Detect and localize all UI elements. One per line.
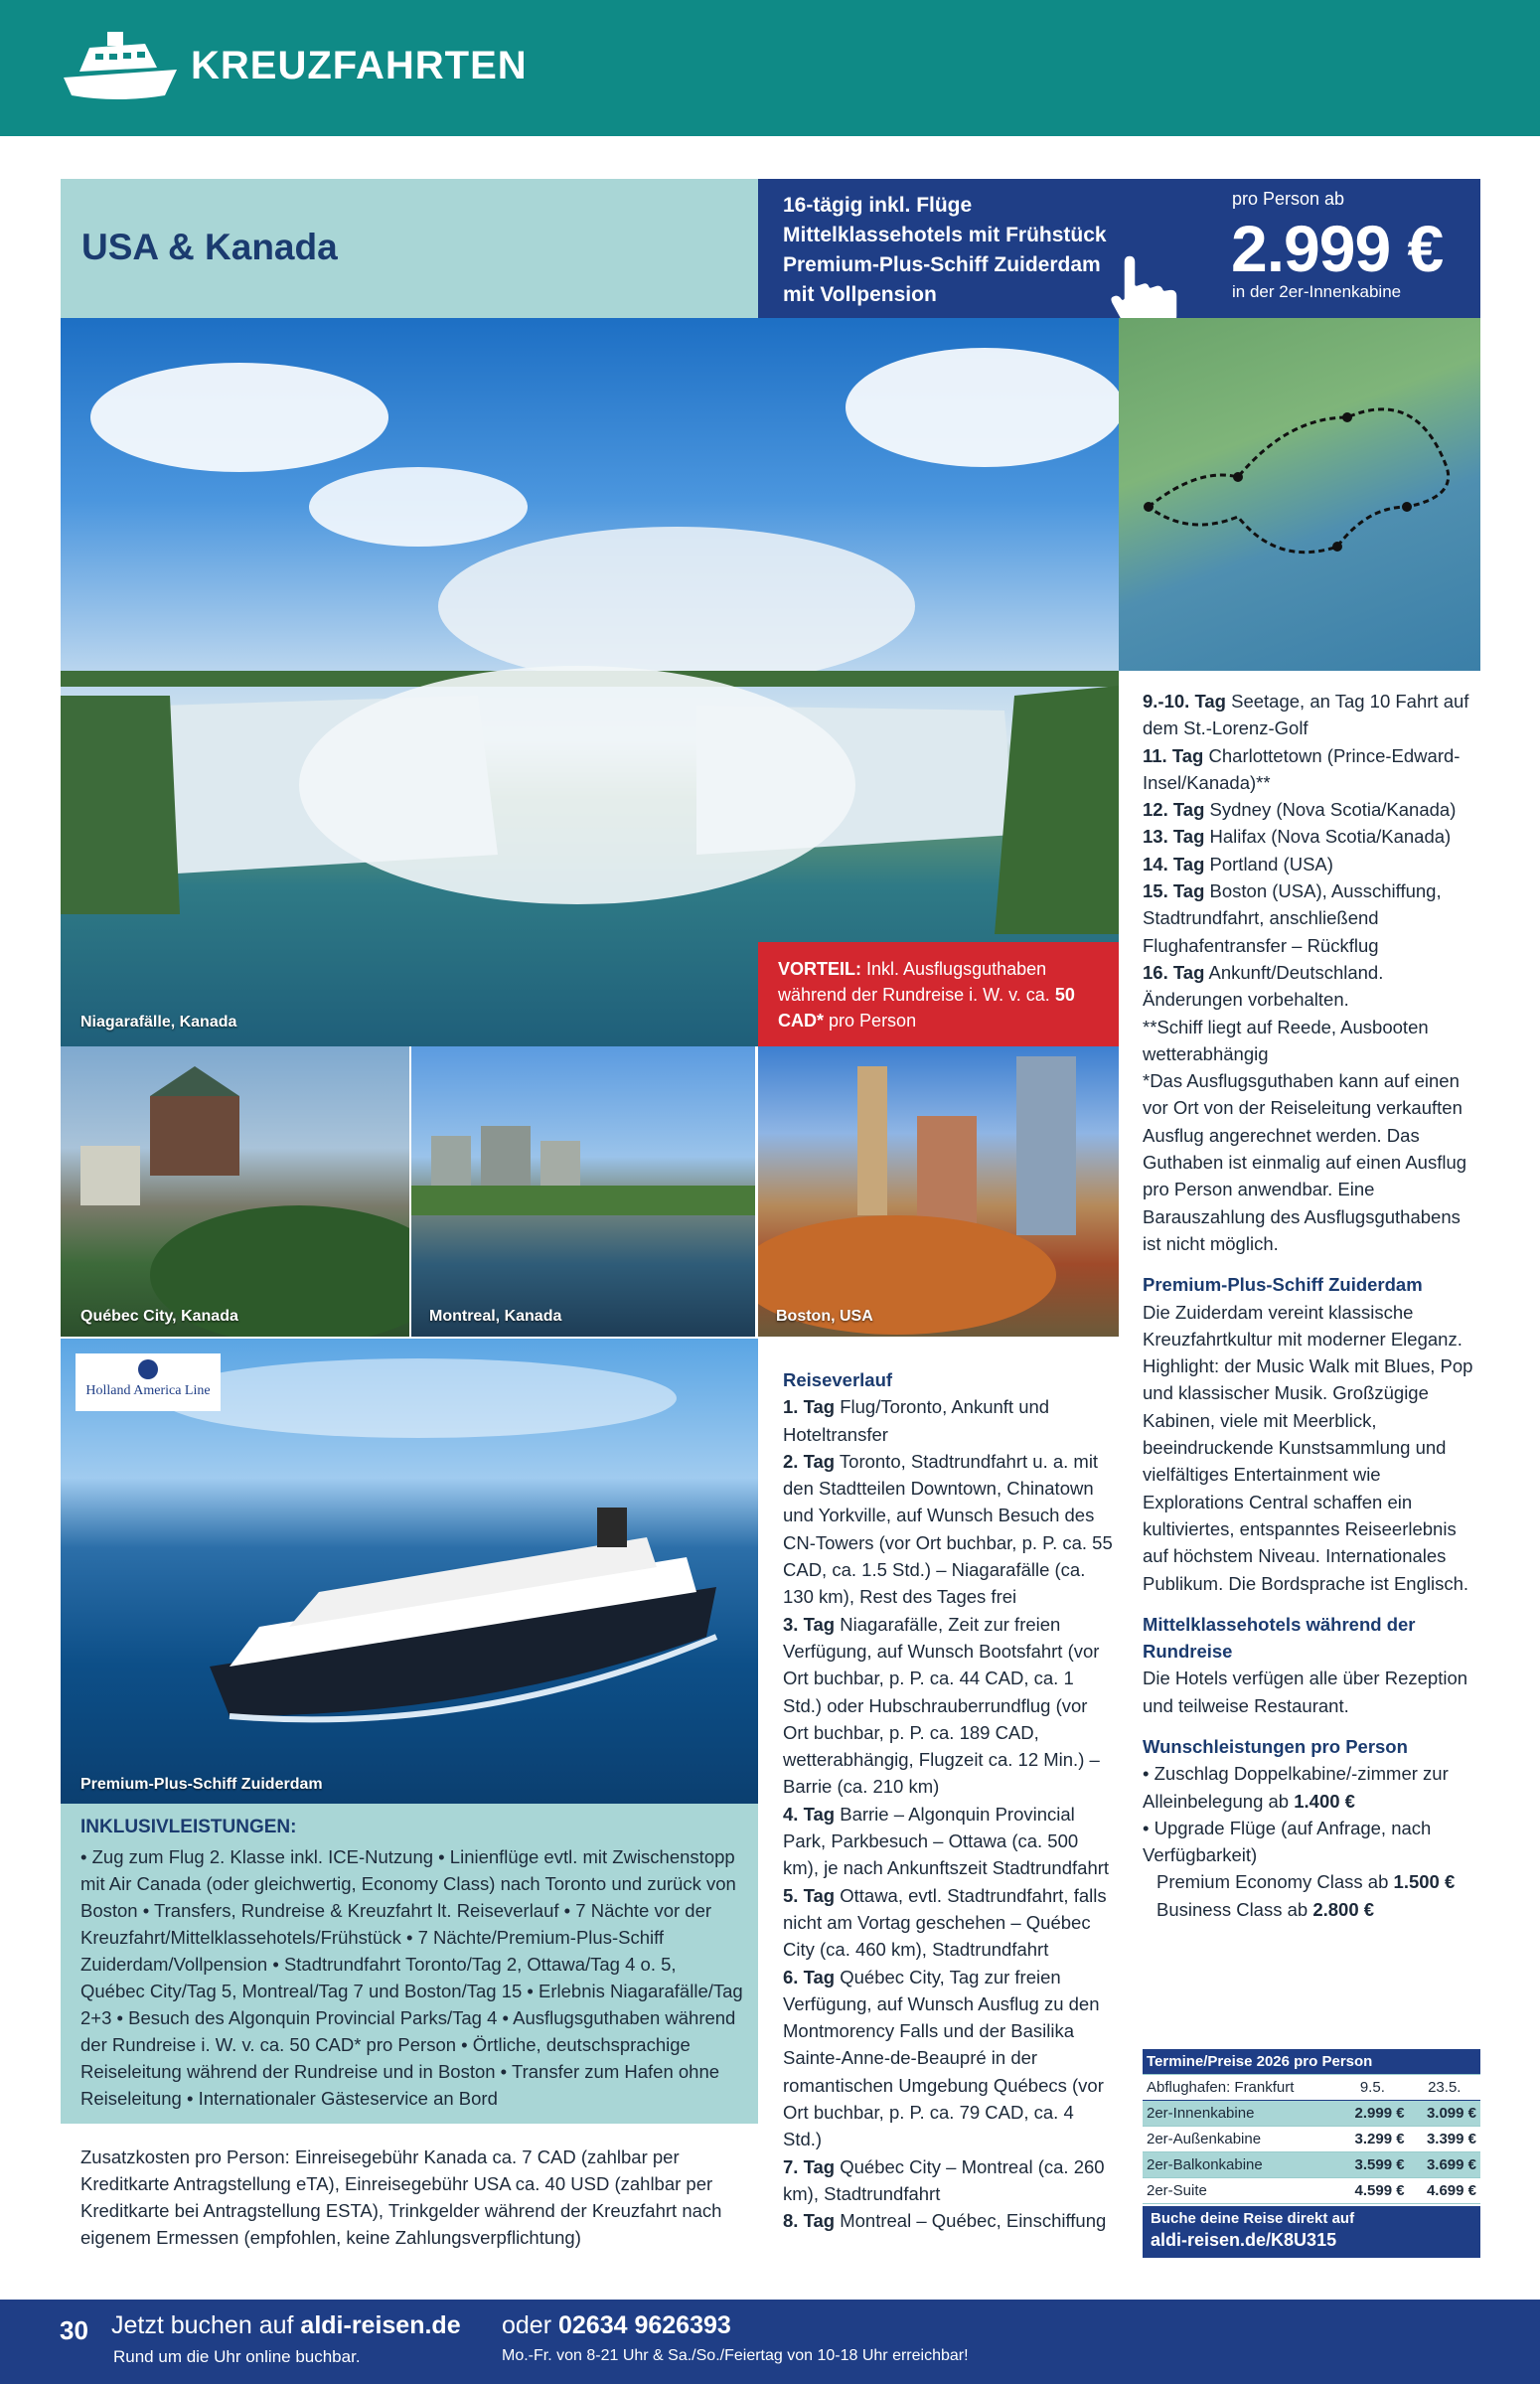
itinerary-day: 14. Tag Portland (USA) (1143, 853, 1333, 874)
itinerary-day: 11. Tag Charlottetown (Prince-Edward-Insel/Kanada)** (1143, 744, 1461, 793)
option-premium: Premium Economy Class ab 1.500 € (1156, 1871, 1456, 1893)
logo-text: Holland America Line (85, 1383, 211, 1398)
holland-america-logo (76, 1353, 221, 1411)
boston-photo (758, 1046, 1119, 1337)
itinerary-day: 9.-10. Tag Seetage, an Tag 10 Fahrt auf dem St.-Lorenz-Golf (1143, 691, 1469, 739)
inclusive-services-text: • Zug zum Flug 2. Klasse inkl. ICE-Nutzung • Linienflüge evtl. mit Zwischenstopp mit Air Canada (oder gleichwertig, Economy Class) nach Toronto und zurück von Boston • Transfers, Rundreise & Kreuzfahrt lt. Reiseverlauf • 7 Nächte vor der Kreuzfahrt/Mittelklassehotels/Frühstück • 7 Nächte/Premium-Plus-Schiff Zuiderdam/Vollpension • Stadtrundfahrt Toronto/Tag 2, Ottawa/Tag 4 o. 5, Québec City/Tag 5, Montreal/Tag 7 und Boston/Tag 15 • Erlebnis Niagarafälle/Tag 2+3 • Besuch des Algonquin Provincial Parks/Tag 4 • Ausflugsguthaben während der Rundreise i. W. v. ca. 50 CAD* pro Person • Örtliche, deutschsprachige Reiseleitung während der Rundreise und in Boston • Transfer zum Hafen ohne Reiseleitung • Internationaler Gästeservice an Bord (80, 1846, 743, 2109)
phone-number[interactable]: 02634 9626393 (558, 2311, 731, 2339)
date-column: 23.5. (1409, 2075, 1480, 2101)
ship-description: Die Zuiderdam vereint klassische Kreuzfahrtkultur mit moderner Eleganz. Highlight: der Music Walk mit Blues, Pop und klassischer Musik. Großzügige Kabinen, viele mit Meerblick, beeindruckende Kunstsammlung und vielfältiges Entertainment wie Explorations Central schaffen ein kultiviertes, entspanntes Reiseerlebnis auf höchstem Niveau. Internationales Publikum. Die Bordsprache ist Englisch. (1143, 1301, 1473, 1594)
table-row: 2er-Suite 4.599 € 4.699 € (1143, 2178, 1480, 2204)
price-label: pro Person ab (1232, 189, 1345, 209)
note-credit: *Das Ausflugsguthaben kann auf einen vor Ort von der Reiseleitung verkauften Ausflug angerechnet werden. Das Guthaben ist einmalig auf einen Ausflug pro Person anwendbar. Eine Barauszahlung des Ausflugsguthabens ist nicht möglich. (1143, 1070, 1467, 1254)
booking-note[interactable] (1143, 2206, 1480, 2258)
itinerary-day: 15. Tag Boston (USA), Ausschiffung, Stadtrundfahrt, anschließend Flughafentransfer – Rückflug (1143, 880, 1442, 956)
quebec-city-photo (61, 1046, 409, 1337)
date-column: 9.5. (1336, 2075, 1408, 2101)
itinerary-day: 7. Tag Québec City – Montreal (ca. 260 km), Stadtrundfahrt (783, 2155, 1105, 2204)
option-business: Business Class ab 2.800 € (1156, 1898, 1375, 1920)
note-changes: Änderungen vorbehalten. (1143, 989, 1349, 1011)
price-table-title: Termine/Preise 2026 pro Person (1143, 2049, 1480, 2075)
phone-line: oder 02634 9626393 (502, 2311, 731, 2339)
advantage-banner (758, 942, 1119, 1046)
itinerary-day: 8. Tag Montreal – Québec, Einschiffung (783, 2210, 1107, 2232)
itinerary-day: 16. Tag Ankunft/Deutschland. (1143, 961, 1384, 983)
route-line (1119, 318, 1480, 671)
inclusive-services-box (61, 1804, 758, 2124)
itinerary-day: 1. Tag Flug/Toronto, Ankunft und Hoteltransfer (783, 1396, 1050, 1445)
table-row: 2er-Innenkabine 2.999 € 3.099 € (1143, 2101, 1480, 2127)
offer-feature: Mittelklassehotels mit Frühstück (783, 224, 1107, 246)
price-table (1143, 2049, 1480, 2204)
table-row: 2er-Außenkabine 3.299 € 3.399 € (1143, 2127, 1480, 2152)
offer-feature: Premium-Plus-Schiff Zuiderdam (783, 253, 1101, 276)
cruise-ship-icon (58, 30, 183, 105)
niagara-falls-photo (61, 318, 1119, 1046)
inclusive-services-title: INKLUSIVLEISTUNGEN: (80, 1817, 297, 1837)
details-column (1143, 688, 1480, 1923)
itinerary-day: 12. Tag Sydney (Nova Scotia/Kanada) (1143, 799, 1457, 821)
offer-features (783, 191, 1107, 310)
page-title: USA & Kanada (81, 227, 338, 267)
option-upgrade: • Upgrade Flüge (auf Anfrage, nach Verfügbarkeit) (1143, 1817, 1432, 1866)
itinerary-day: 2. Tag Toronto, Stadtrundfahrt u. a. mit den Stadtteilen Downtown, Chinatown und Yorkville, auf Wunsch Besuch des CN-Towers (vor Ort buchbar, p. P. ca. 55 CAD, ca. 1.5 Std.) – Niagarafälle (ca. 130 km), Rest des Tages frei (783, 1450, 1113, 1608)
title-box (61, 179, 758, 318)
itinerary-day: 4. Tag Barrie – Algonquin Provincial Park, Parkbesuch – Ottawa (ca. 500 km), je nach Ankunftszeit Stadtrundfahrt (783, 1803, 1110, 1879)
itinerary-day: 5. Tag Ottawa, evtl. Stadtrundfahrt, falls nicht am Vortag geschehen – Québec City (ca. 460 km), Stadtrundfahrt (783, 1884, 1107, 1961)
advantage-label: VORTEIL: (778, 959, 861, 979)
booking-line: Jetzt buchen auf aldi-reisen.de (111, 2311, 461, 2339)
hotels-description: Die Hotels verfügen alle über Rezeption und teilweise Restaurant. (1143, 1668, 1468, 1716)
image-caption: Niagarafälle, Kanada (80, 1014, 237, 1031)
offer-feature: mit Vollpension (783, 283, 937, 306)
hotels-title: Mittelklassehotels während der Rundreise (1143, 1613, 1416, 1663)
itinerary-day: 13. Tag Halifax (Nova Scotia/Kanada) (1143, 826, 1452, 848)
itinerary-column (783, 1366, 1116, 2235)
note-anchorage: **Schiff liegt auf Reede, Ausbooten wetterabhängig (1143, 1016, 1429, 1064)
booking-link[interactable]: aldi-reisen.de/K8U315 (1151, 2230, 1337, 2250)
booking-website-link[interactable]: aldi-reisen.de (300, 2311, 461, 2339)
page-number: 30 (60, 2315, 88, 2345)
options-title: Wunschleistungen pro Person (1143, 1735, 1408, 1757)
phone-hours: Mo.-Fr. von 8-21 Uhr & Sa./So./Feiertag von 10-18 Uhr erreichbar! (502, 2347, 969, 2364)
offer-feature: 16-tägig inkl. Flüge (783, 194, 973, 217)
advantage-amount: 50 CAD* (778, 985, 1075, 1031)
table-row: 2er-Balkonkabine 3.599 € 3.699 € (1143, 2152, 1480, 2178)
option-single: • Zuschlag Doppelkabine/-zimmer zur Alleinbelegung ab 1.400 € (1143, 1763, 1449, 1812)
price-subtitle: in der 2er-Innenkabine (1232, 282, 1402, 301)
route-map (1119, 318, 1480, 671)
image-caption: Québec City, Kanada (80, 1308, 238, 1325)
section-title: KREUZFAHRTEN (191, 44, 528, 87)
itinerary-day: 3. Tag Niagarafälle, Zeit zur freien Verfügung, auf Wunsch Bootsfahrt (vor Ort buchbar, p. P. ca. 44 CAD, ca. 1 Std.) oder Hubschrauberrundflug (vor Ort buchbar, p. P. ca. 189 CAD, wetterabhängig, Flugzeit ca. 12 Min.) – Barrie (ca. 210 km) (783, 1613, 1100, 1798)
itinerary-title: Reiseverlauf (783, 1369, 893, 1390)
price-value: 2.999 € (1231, 212, 1444, 285)
advantage-text: Inkl. Ausflugsguthaben während der Rundreise i. W. v. ca. (778, 959, 1050, 1005)
booking-subline: Rund um die Uhr online buchbar. (113, 2347, 361, 2366)
booking-note-line: Buche deine Reise direkt auf (1151, 2210, 1355, 2227)
ship-title: Premium-Plus-Schiff Zuiderdam (1143, 1274, 1423, 1296)
additional-costs: Zusatzkosten pro Person: Einreisegebühr Kanada ca. 7 CAD (zahlbar per Kreditkarte Antragstellung eTA), Einreisegebühr USA ca. 40 USD (zahlbar per Kreditkarte bei Antragstellung ESTA), Trinkgelder während der Kreuzfahrt nach eigenem Ermessen (empfohlen, keine Zahlungsverpflichtung) (80, 2146, 722, 2248)
montreal-photo (411, 1046, 755, 1337)
itinerary-day: 6. Tag Québec City, Tag zur freien Verfügung, auf Wunsch Ausflug zu den Montmorency Falls und der Basilika Sainte-Anne-de-Beaupré in der romantischen Umgebung Québecs (vor Ort buchbar, p. P. ca. 79 CAD, ca. 4 Std.) (783, 1966, 1104, 2150)
footer (0, 2300, 1540, 2384)
image-caption: Premium-Plus-Schiff Zuiderdam (80, 1776, 323, 1793)
advantage-suffix: pro Person (829, 1011, 917, 1031)
image-caption: Boston, USA (776, 1308, 873, 1325)
image-caption: Montreal, Kanada (429, 1308, 562, 1325)
departure-airport: Abflughafen: Frankfurt (1143, 2075, 1336, 2101)
